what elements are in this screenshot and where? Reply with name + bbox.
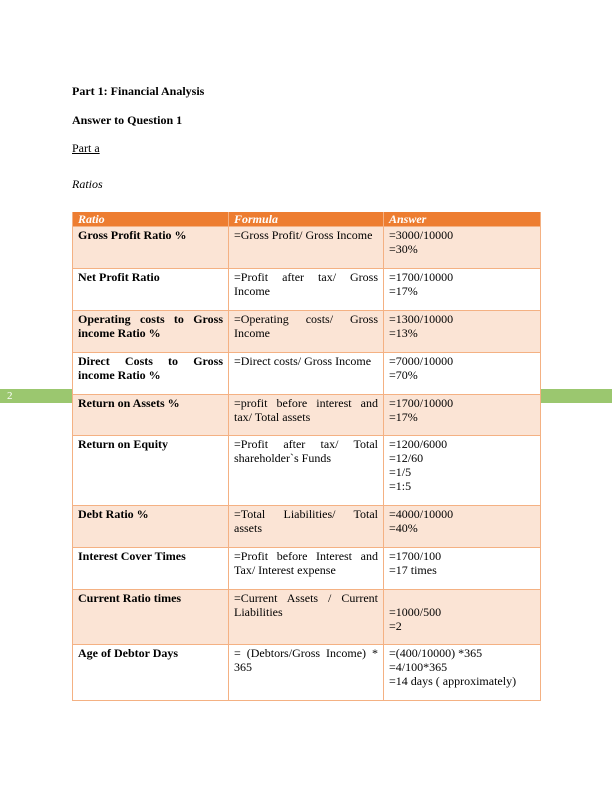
answer-cell xyxy=(384,353,541,395)
answer-line: =1:5 xyxy=(389,479,412,493)
table-row xyxy=(73,227,541,269)
answer-cell xyxy=(384,395,541,436)
answer-line: =70% xyxy=(389,368,418,382)
formula-cell: =Total Liabilities/ Total assets xyxy=(229,506,384,548)
answer-line: =13% xyxy=(389,326,418,340)
answer-line: =7000/10000 xyxy=(389,354,454,368)
answer-line: =1700/10000 xyxy=(389,270,454,284)
answer-line: =17% xyxy=(389,410,418,424)
table-row xyxy=(73,436,541,506)
answer-line: =14 days ( approximately) xyxy=(389,674,517,688)
table-header-row xyxy=(73,212,541,227)
formula-cell: =Gross Profit/ Gross Income xyxy=(229,227,384,269)
ratios-label: Ratios xyxy=(72,177,103,191)
answer-cell xyxy=(384,227,541,269)
answer-cell xyxy=(384,506,541,548)
answer-cell xyxy=(384,436,541,506)
table-row xyxy=(73,395,541,436)
answer-line: =1700/10000 xyxy=(389,396,454,410)
header-ratio: Ratio xyxy=(73,212,229,227)
question-title: Answer to Question 1 xyxy=(72,113,183,127)
formula-cell: =Operating costs/ Gross Income xyxy=(229,311,384,353)
formula-cell: =Profit after tax/ Gross Income xyxy=(229,269,384,311)
ratio-cell: Operating costs to Gross income Ratio % xyxy=(73,311,229,353)
table-row xyxy=(73,645,541,701)
part-title: Part 1: Financial Analysis xyxy=(72,84,205,98)
table-row xyxy=(73,311,541,353)
formula-cell: =Profit before Interest and Tax/ Interest expense xyxy=(229,548,384,590)
formula-cell: =Direct costs/ Gross Income xyxy=(229,353,384,395)
formula-cell: =profit before interest and tax/ Total assets xyxy=(229,395,384,436)
header-answer: Answer xyxy=(384,212,541,227)
answer-cell xyxy=(384,590,541,645)
ratio-cell: Gross Profit Ratio % xyxy=(73,227,229,269)
answer-line: =1300/10000 xyxy=(389,312,454,326)
page-number: 2 xyxy=(7,390,13,402)
table-row xyxy=(73,548,541,590)
answer-line: =1700/100 xyxy=(389,549,442,563)
answer-line: =1/5 xyxy=(389,465,412,479)
answer-cell xyxy=(384,645,541,701)
answer-line: =1200/6000 xyxy=(389,437,448,451)
answer-cell xyxy=(384,548,541,590)
ratio-cell: Current Ratio times xyxy=(73,590,229,645)
answer-line: =17 times xyxy=(389,563,437,577)
table-row xyxy=(73,506,541,548)
answer-line: =30% xyxy=(389,242,418,256)
answer-cell xyxy=(384,311,541,353)
ratio-cell: Interest Cover Times xyxy=(73,548,229,590)
table-row xyxy=(73,590,541,645)
answer-line: =4000/10000 xyxy=(389,507,454,521)
ratio-cell: Return on Assets % xyxy=(73,395,229,436)
answer-line: =3000/10000 xyxy=(389,228,454,242)
answer-line xyxy=(389,591,535,605)
ratio-cell: Direct Costs to Gross income Ratio % xyxy=(73,353,229,395)
answer-line: =12/60 xyxy=(389,451,424,465)
answer-line: =4/100*365 xyxy=(389,660,448,674)
formula-cell: = (Debtors/Gross Income) * 365 xyxy=(229,645,384,701)
ratio-cell: Debt Ratio % xyxy=(73,506,229,548)
answer-line: =1000/500 xyxy=(389,605,442,619)
ratio-cell: Return on Equity xyxy=(73,436,229,506)
formula-cell: =Profit after tax/ Total shareholder`s Funds xyxy=(229,436,384,506)
ratio-cell: Age of Debtor Days xyxy=(73,645,229,701)
answer-cell xyxy=(384,269,541,311)
formula-cell: =Current Assets / Current Liabilities xyxy=(229,590,384,645)
table-row xyxy=(73,269,541,311)
answer-line: =40% xyxy=(389,521,418,535)
ratio-cell: Net Profit Ratio xyxy=(73,269,229,311)
answer-line: =2 xyxy=(389,619,402,633)
ratios-table xyxy=(72,212,541,701)
answer-line: =(400/10000) *365 xyxy=(389,646,483,660)
table-row xyxy=(73,353,541,395)
answer-line: =17% xyxy=(389,284,418,298)
header-formula: Formula xyxy=(229,212,384,227)
part-a-label: Part a xyxy=(72,141,100,155)
